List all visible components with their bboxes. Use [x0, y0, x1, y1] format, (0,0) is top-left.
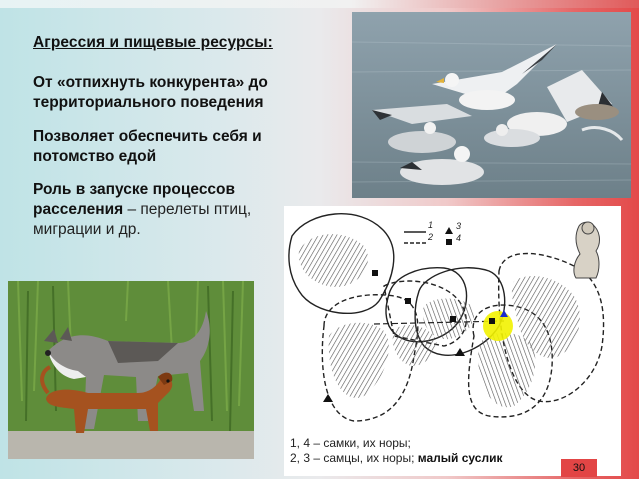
caption-line-2-text: 2, 3 – самцы, их норы;: [290, 451, 418, 465]
dogs-photo: [8, 281, 254, 459]
dogs-illustration: [8, 281, 254, 459]
page-number: 30: [561, 459, 597, 477]
legend-line-1: 1: [428, 220, 434, 230]
bullet-1: От «отпихнуть конкурента» до территориального поведения: [33, 74, 268, 111]
legend-line-2: 2: [428, 232, 434, 242]
territory-diagram: [284, 206, 621, 436]
legend-sym-4: 4: [456, 233, 462, 243]
gulls-photo: [352, 12, 631, 198]
top-band: [0, 0, 639, 8]
caption-line-2: [290, 451, 502, 465]
territory-map: [284, 206, 621, 476]
bullet-2: Позволяет обеспечить себя и потомство едой: [33, 128, 262, 165]
gulls-illustration: [352, 12, 631, 198]
slide-title: Агрессия и пищевые ресурсы:: [33, 34, 273, 51]
legend-sym-3: 3: [456, 221, 462, 231]
bullet-3-bold: Роль в запуске процессов расселения: [33, 181, 236, 218]
bullet-3: [33, 180, 303, 240]
bullet-3-rest: – перелеты птиц, миграции и др.: [33, 201, 252, 238]
caption-species: малый суслик: [417, 451, 503, 465]
caption-line-1: 1, 4 – самки, их норы;: [290, 436, 411, 450]
